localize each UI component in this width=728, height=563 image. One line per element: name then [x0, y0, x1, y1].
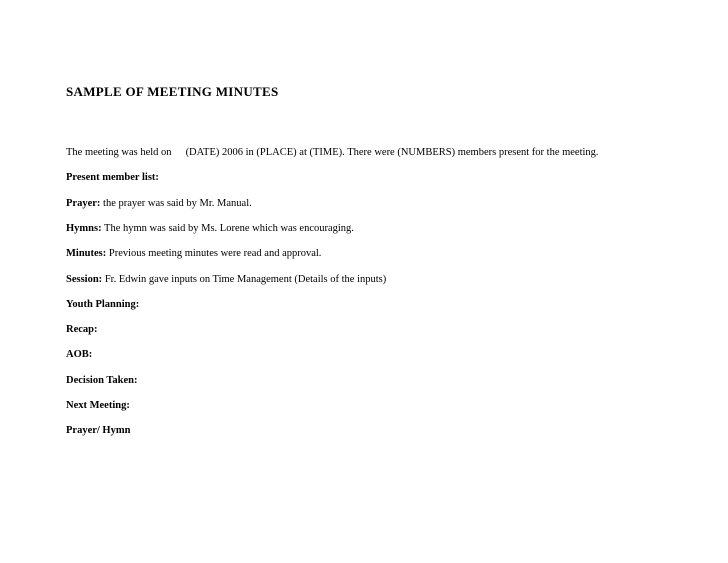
recap-line — [66, 324, 98, 335]
hymns-label: Hymns: — [66, 223, 102, 234]
recap-label: Recap: — [66, 324, 98, 335]
prayer-text: the prayer was said by Mr. Manual. — [100, 198, 252, 209]
aob-label: AOB: — [66, 349, 93, 360]
minutes-label: Minutes: — [66, 248, 107, 259]
hymns-line — [66, 223, 354, 234]
intro-text-part1: The meeting was held on — [66, 147, 172, 158]
youth-planning-label: Youth Planning: — [66, 299, 140, 310]
next-meeting-line — [66, 400, 130, 411]
minutes-line — [66, 248, 321, 259]
decision-taken-line — [66, 375, 137, 386]
session-text: Fr. Edwin gave inputs on Time Management (Details of the inputs) — [102, 274, 387, 285]
minutes-text: Previous meeting minutes were read and approval. — [106, 248, 322, 259]
present-member-list-label: Present member list: — [66, 172, 159, 183]
youth-planning-line — [66, 299, 139, 310]
aob-line — [66, 349, 92, 360]
session-line — [66, 274, 386, 285]
meeting-intro-paragraph — [66, 147, 599, 158]
next-meeting-label: Next Meeting: — [66, 400, 130, 411]
session-label: Session: — [66, 274, 103, 285]
prayer-hymn-line — [66, 425, 130, 436]
prayer-hymn-label: Prayer/ Hymn — [66, 425, 131, 436]
prayer-label: Prayer: — [66, 198, 101, 209]
present-member-list-line — [66, 172, 159, 183]
document-title: SAMPLE OF MEETING MINUTES — [66, 84, 279, 99]
intro-text-part2: (DATE) 2006 in (PLACE) at (TIME). There were (NUMBERS) members present for the meeting. — [185, 147, 599, 158]
hymns-text: The hymn was said by Ms. Lorene which was encouraging. — [101, 223, 354, 234]
prayer-line — [66, 198, 252, 209]
decision-taken-label: Decision Taken: — [66, 375, 138, 386]
